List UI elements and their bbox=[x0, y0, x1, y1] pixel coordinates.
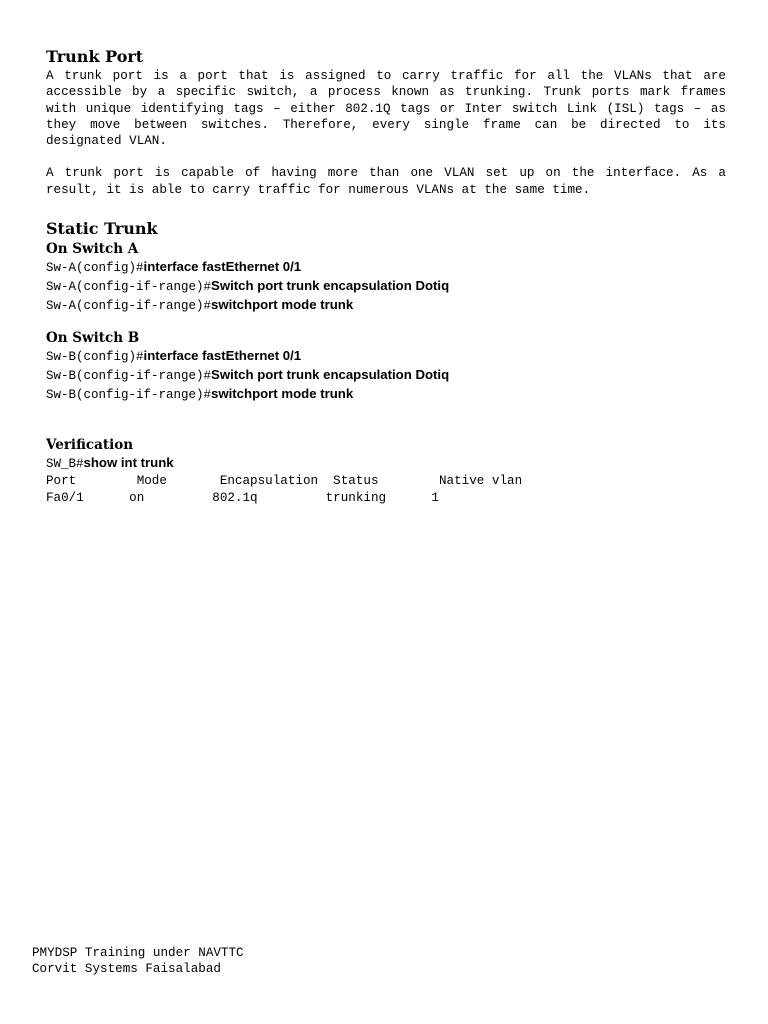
switch-a-command-3: Sw-A(config-if-range)#switchport mode trunk bbox=[46, 297, 354, 314]
document-body bbox=[46, 46, 726, 507]
switch-a-command-2: Sw-A(config-if-range)#Switch port trunk encapsulation Dotiq bbox=[46, 278, 450, 295]
verification-command: SW_B#show int trunk bbox=[46, 455, 174, 472]
trunk-port-title: Trunk Port bbox=[46, 47, 144, 66]
verification-heading: Verification bbox=[46, 437, 134, 454]
footer-line-1: PMYDSP Training under NAVTTC bbox=[32, 946, 244, 960]
switch-b-heading: On Switch B bbox=[46, 330, 140, 347]
footer-line-2: Corvit Systems Faisalabad bbox=[32, 962, 221, 976]
switch-a-heading: On Switch A bbox=[46, 241, 139, 258]
trunk-table-row: Fa0/1 on 802.1q trunking 1 bbox=[46, 491, 439, 506]
static-trunk-title: Static Trunk bbox=[46, 219, 158, 239]
switch-b-command-2: Sw-B(config-if-range)#Switch port trunk encapsulation Dotiq bbox=[46, 367, 450, 384]
trunk-port-paragraph-1: A trunk port is a port that is assigned to carry traffic for all the VLANs that are accessible by a specific switch, a process known as trunking. Trunk ports mark frames with unique identifying tags – either 802.1Q tags or Inter switch Link (ISL) tags – as they move between switches. Therefore, every single frame can be directed to its designated VLAN. bbox=[46, 69, 726, 149]
page-footer bbox=[32, 945, 244, 977]
switch-a-command-1: Sw-A(config)#interface fastEthernet 0/1 bbox=[46, 259, 302, 276]
trunk-port-paragraph-2: A trunk port is capable of having more than one VLAN set up on the interface. As a result, it is able to carry traffic for numerous VLANs at the same time. bbox=[46, 166, 726, 197]
trunk-table-header: Port Mode Encapsulation Status Native vlan bbox=[46, 474, 523, 489]
switch-b-command-3: Sw-B(config-if-range)#switchport mode trunk bbox=[46, 386, 354, 403]
switch-b-command-1: Sw-B(config)#interface fastEthernet 0/1 bbox=[46, 348, 302, 365]
